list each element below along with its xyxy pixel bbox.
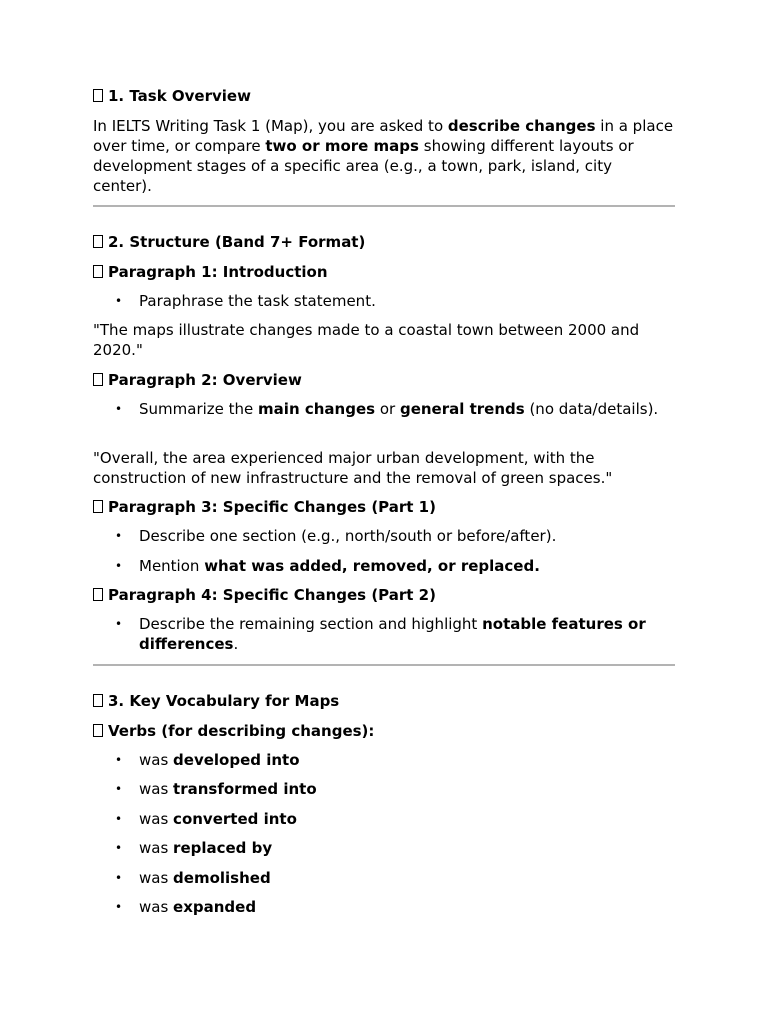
list-item bbox=[139, 399, 675, 419]
missing-glyph-icon bbox=[93, 724, 103, 737]
list-item bbox=[139, 809, 675, 829]
text-run: Mention bbox=[139, 557, 205, 575]
bold-run: notable features or differences bbox=[139, 615, 646, 653]
text-run: was bbox=[139, 780, 174, 798]
list-item bbox=[139, 838, 675, 858]
paragraph-3-title: Paragraph 3: Specific Changes (Part 1) bbox=[108, 498, 436, 516]
list-item bbox=[139, 779, 675, 799]
text-run: . bbox=[233, 635, 239, 653]
missing-glyph-icon bbox=[93, 588, 103, 601]
paragraph-3-heading bbox=[93, 497, 675, 517]
list-item bbox=[139, 556, 675, 576]
section-2-heading bbox=[93, 232, 675, 252]
missing-glyph-icon bbox=[93, 265, 103, 278]
list-item bbox=[139, 750, 675, 770]
bold-run: main changes bbox=[258, 400, 376, 418]
section-1-paragraph bbox=[93, 116, 675, 196]
section-3-heading bbox=[93, 691, 675, 711]
paragraph-1-title: Paragraph 1: Introduction bbox=[108, 263, 328, 281]
text-run: (no data/details). bbox=[524, 400, 659, 418]
list-item bbox=[139, 897, 675, 917]
example-quote: "The maps illustrate changes made to a coastal town between 2000 and 2020." bbox=[93, 321, 640, 359]
missing-glyph-icon bbox=[93, 373, 103, 386]
bold-run: converted into bbox=[173, 810, 297, 828]
missing-glyph-icon bbox=[93, 500, 103, 513]
text-run: or bbox=[375, 400, 400, 418]
bold-run: demolished bbox=[173, 869, 271, 887]
bold-run: developed into bbox=[173, 751, 300, 769]
bold-run: replaced by bbox=[173, 839, 273, 857]
bold-run: expanded bbox=[173, 898, 257, 916]
list-item-text: Paraphrase the task statement. bbox=[139, 292, 376, 310]
list-item bbox=[139, 614, 675, 654]
missing-glyph-icon bbox=[93, 235, 103, 248]
text-run: was bbox=[139, 839, 174, 857]
list-item-text: Describe one section (e.g., north/south or before/after). bbox=[139, 527, 557, 545]
bold-run: general trends bbox=[399, 400, 525, 418]
text-run: Describe the remaining section and highlight bbox=[139, 615, 483, 633]
bold-run: transformed into bbox=[173, 780, 317, 798]
section-1-heading bbox=[93, 86, 675, 106]
text-run: showing different layouts or development stages of a specific area (e.g., a town, park, island, city center). bbox=[93, 137, 634, 195]
bold-run: what was added, removed, or replaced. bbox=[204, 557, 540, 575]
text-run: was bbox=[139, 751, 174, 769]
paragraph-4-heading bbox=[93, 585, 675, 605]
text-run: was bbox=[139, 898, 174, 916]
text-run: was bbox=[139, 810, 174, 828]
section-3-title: 3. Key Vocabulary for Maps bbox=[108, 692, 340, 710]
paragraph-1-heading bbox=[93, 262, 675, 282]
missing-glyph-icon bbox=[93, 89, 103, 102]
text-run: was bbox=[139, 869, 174, 887]
text-run: In IELTS Writing Task 1 (Map), you are asked to bbox=[93, 117, 448, 135]
paragraph-2-title: Paragraph 2: Overview bbox=[108, 371, 302, 389]
example-quote: "Overall, the area experienced major urban development, with the construction of new infrastructure and the removal of green spaces." bbox=[93, 449, 613, 487]
paragraph-2-heading bbox=[93, 370, 675, 390]
verbs-title: Verbs (for describing changes): bbox=[108, 722, 375, 740]
section-2-title: 2. Structure (Band 7+ Format) bbox=[108, 233, 366, 251]
list-item bbox=[139, 291, 675, 311]
paragraph-4-title: Paragraph 4: Specific Changes (Part 2) bbox=[108, 586, 436, 604]
list-item bbox=[139, 868, 675, 888]
bold-run: describe changes bbox=[447, 117, 596, 135]
verbs-heading bbox=[93, 721, 675, 741]
section-1-title: 1. Task Overview bbox=[108, 87, 251, 105]
text-run: in a place over time, or compare bbox=[93, 117, 674, 155]
missing-glyph-icon bbox=[93, 694, 103, 707]
section-divider bbox=[93, 205, 675, 207]
bold-run: two or more maps bbox=[265, 137, 419, 155]
list-item bbox=[139, 526, 675, 546]
text-run: Summarize the bbox=[139, 400, 259, 418]
section-divider bbox=[93, 664, 675, 666]
